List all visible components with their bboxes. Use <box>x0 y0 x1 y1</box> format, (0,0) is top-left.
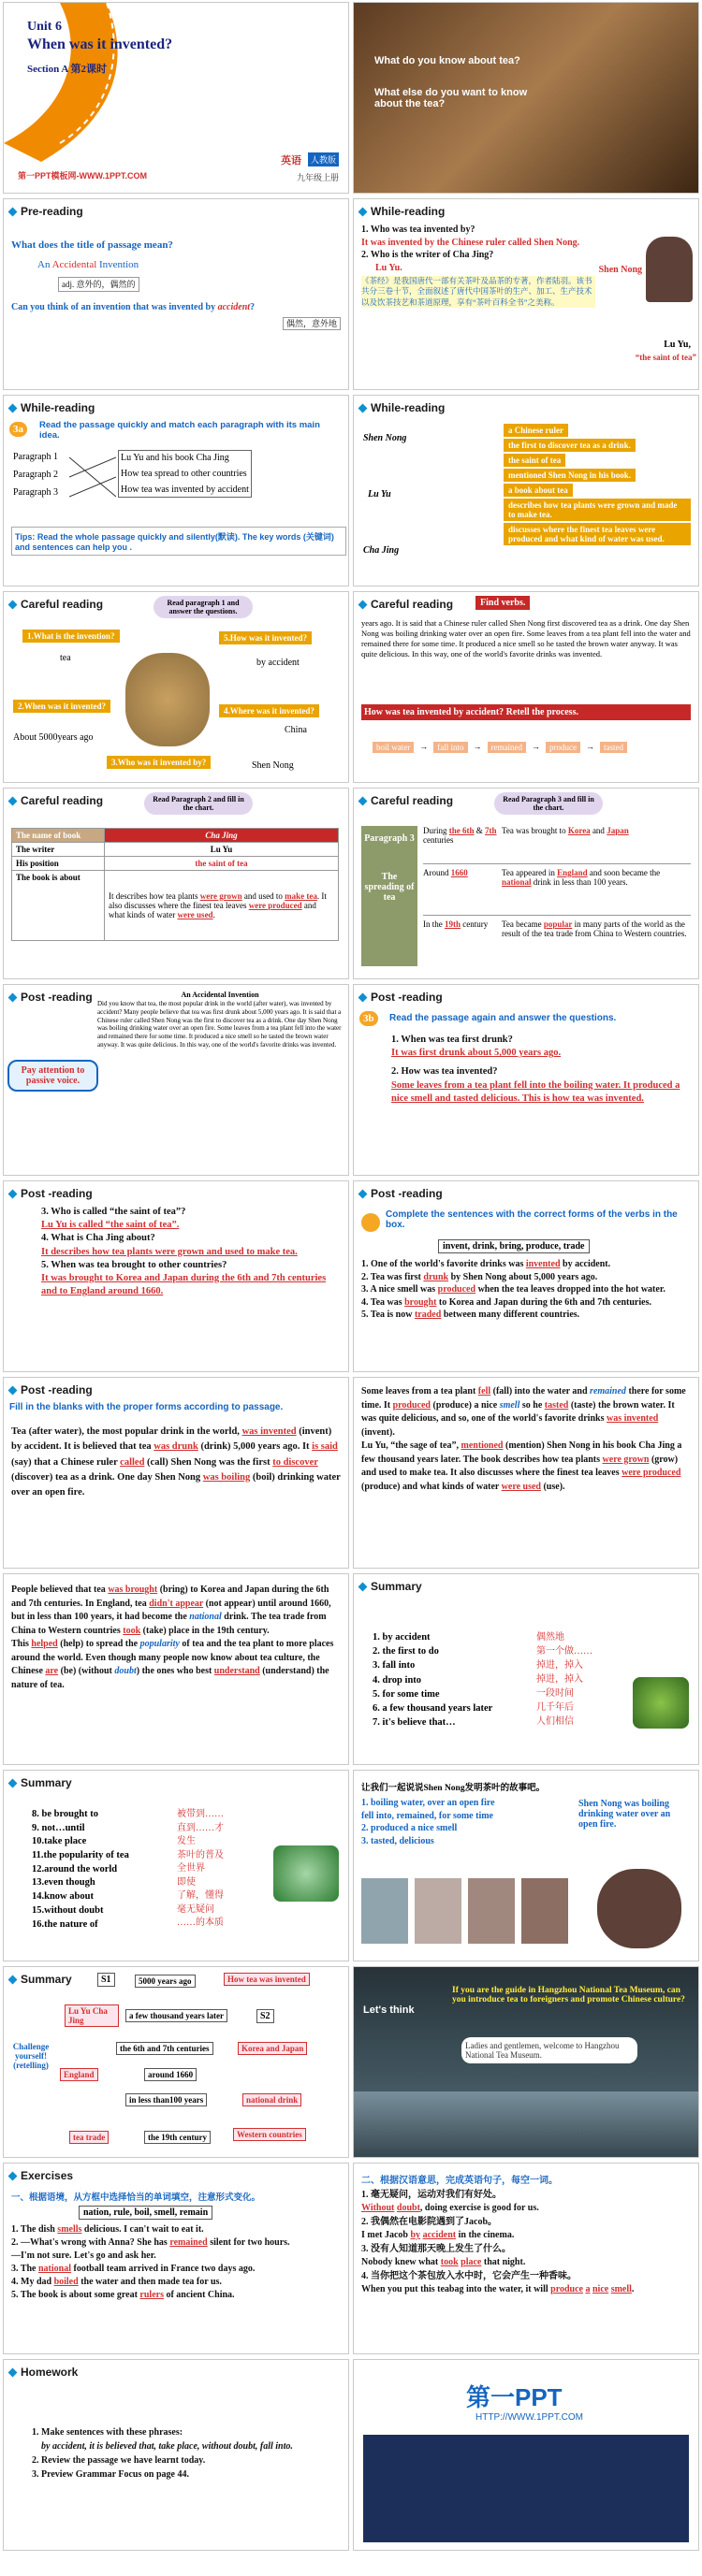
retell-question: How was tea invented by accident? Retell the process. <box>361 704 691 720</box>
q3: 3.Who was it invented by? <box>107 756 211 769</box>
slide-title: Summary <box>9 1973 72 1986</box>
instruction: 一、根据语境，从方框中选择恰当的单词填空，注意形式变化。 <box>11 2193 261 2203</box>
bullet-icon <box>8 208 18 217</box>
slide-4-while-reading: While-reading 1. Who was tea invented by? It was invented by the Chinese ruler called Shen Nong. 2. Who is the writer of Cha Jing? Lu Yu. 《茶经》是我国唐代一部有关茶叶及品茶的专著，作者陆羽。该书共分三卷十节，全面叙述了唐代中国茶叶的生产、加工、生产技术以及饮茶技艺和茶道原理，享有“茶叶百科全书”之美称。 Shen Nong Lu Yu, “the saint of tea” <box>353 198 699 390</box>
slide-19-summary <box>3 1770 349 1961</box>
slide-title: Post -reading <box>9 1383 93 1397</box>
book-chart: The name of book Cha Jing The writer Lu Yu His position the saint of tea The book is about It describes how tea plants were grown and used to make tea. It also discusses where the finest tea leaves were produced and what kinds of water were used. <box>11 828 339 941</box>
slide-14-verbs: Post -reading Complete the sentences with the correct forms of the verbs in the box. invent, drink, bring, produce, trade 1. One of the world's favorite drinks was invented by accident. 2. Tea was first drunk by Shen Nong about 5,000 years ago. 3. A nice smell was produced when the tea leaves dropped into the hot water. 4. Tea was brought to Korea and Japan during the 6th and 7th centuries. 5. Tea is now traded between many different countries. <box>353 1180 699 1372</box>
definition-2: 偶然，意外地 <box>283 317 341 330</box>
challenge-label: Challenge yourself! (retelling) <box>12 2042 50 2070</box>
a2: About 5000years ago <box>13 732 94 743</box>
ppt-logo: 第一PPT <box>466 2383 563 2411</box>
slide-title: Post -reading <box>359 1187 443 1200</box>
passage-box: An Accidental Invention Did you know that tea, the most popular drink in the world (after water), was invented by accident? Many people believe that tea was first drunk about 5,000 years ago. It is said that a Chinese ruler called Shen Nong was the first to discover tea as a drink. One day Shen Nong was boiling drinking water over an open fire. Some leaves from a tea plant fell into the water and remained there for some time. It produced a nice smell so he tasted the brown water anyway. It was quite delicious. In this way, one of the world's favorite drinks was invented. <box>97 991 342 1049</box>
bullet-icon <box>358 601 368 610</box>
name-cha-jing: Cha Jing <box>363 545 400 556</box>
tips: Tips: Read the whole passage quickly and silently(默读). The key words (关键词) and sentences can help you . <box>11 527 346 556</box>
slide-title: Post -reading <box>9 991 93 1004</box>
name-shen-nong: Shen Nong <box>363 433 407 443</box>
slide-title: Summary <box>359 1580 422 1593</box>
brand-text: 第一PPT模板网-WWW.1PPT.COM <box>18 171 147 181</box>
translation-list: 偶然地 第一个做…… 掉进，掉入 掉进，掉入 一段时间 几千年后 人们相信 <box>536 1632 592 1727</box>
lesson-title: When was it invented? <box>27 36 173 52</box>
grade-label: 九年级上册 <box>296 173 339 182</box>
slide-title: Careful reading <box>9 794 103 807</box>
slide-11-passage <box>3 984 349 1176</box>
slide-9-chart-para2 <box>3 788 349 979</box>
slide-6-match-info <box>353 395 699 586</box>
process-steps: boil water → fall into → remained → produce → tasted <box>373 742 627 753</box>
bullet-icon <box>8 1190 18 1199</box>
instruction: Complete the sentences with the correct forms of the verbs in the box. <box>386 1209 678 1230</box>
slide-title: Post -reading <box>359 991 443 1004</box>
slide-12-answer: Post -reading 3b Read the passage again and answer the questions. 1. When was tea first drunk? It was first drunk about 5,000 years ago. 2. How was tea invented? Some leaves from a tea plant fell into the boiling water. It produced a nice smell and tasted delicious. This is how tea was invented. <box>353 984 699 1176</box>
name-lu-yu: Lu Yu <box>368 489 391 499</box>
saint-label: “the saint of tea” <box>635 353 696 362</box>
bullet-icon <box>8 1975 18 1985</box>
bullet-icon <box>8 404 18 413</box>
cha-jing-note: 《茶经》是我国唐代一部有关茶叶及品茶的专著，作者陆羽。该书共分三卷十节，全面叙述了唐代中国茶叶的生产、加工、生产技术以及饮茶技艺和茶道原理，享有“茶叶百科全书”之美称。 <box>361 276 595 308</box>
slide-title: While-reading <box>359 401 445 414</box>
slide-title: Careful reading <box>359 598 453 611</box>
museum-photo <box>354 2091 698 2157</box>
slide-10-chart-para3 <box>353 788 699 979</box>
bullet-icon <box>358 993 368 1003</box>
subject-label: 英语 <box>281 155 301 166</box>
slide-23-exercises: Exercises 一、根据语境，从方框中选择恰当的单词填空，注意形式变化。 nation, rule, boil, smell, remain 1. The dish smells delicious. I can't wait to eat it. 2. —What's wrong with Anna? She has remained silent for two hours. —I'm not sure. Let's go and ask her. 3. The national football team arrived in France two days ago. 4. My dad boiled the water and then made tea for us. 5. The book is about some great rulers of ancient China. <box>3 2163 349 2354</box>
bullet-icon <box>358 208 368 217</box>
a4: China <box>285 725 307 735</box>
link-panel <box>363 2435 689 2542</box>
slide-title: Summary <box>9 1776 72 1789</box>
slide-24-translate: 二、根据汉语意思，完成英语句子，每空一词。 1. 毫无疑问，运动对我们有好处。 Without doubt, doing exercise is good for us. 2. 我偶然在电影院遇到了Jacob。 I met Jacob by accident in the cinema. 3. 没有人知道那天晚上发生了什么。 Nobody knew what took place that night. 4. 当你把这个茶包放入水中时，它会产生一种香味。 When you put this teabag into the water, it will produce a nice smell. <box>353 2163 699 2354</box>
tea-image <box>633 1677 689 1729</box>
word-box: invent, drink, bring, produce, trade <box>438 1239 590 1253</box>
slide-15-fill-blanks: Post -reading Fill in the blanks with the proper forms according to passage. Tea (after water), the most popular drink in the world, was invented (invent) by accident. It is believed that tea was drunk (drink) 5,000 years ago. It is said (say) that a Chinese ruler called (call) Shen Nong was the first to discover (discover) tea as a drink. One day Shen Nong was boiling (boil) drinking water over an open fire. <box>3 1377 349 1569</box>
translation-list: 被带到…… 直到……才 发生 茶叶的普及 全世界 即使 了解，懂得 毫无疑问 ……的本质 <box>177 1809 224 1928</box>
spread-label: Paragraph 3 The spreading of tea <box>361 826 417 966</box>
question: What does the title of passage mean? <box>11 239 173 251</box>
bullet-icon <box>8 1386 18 1396</box>
slide-18-summary <box>353 1573 699 1765</box>
pencil-icon <box>361 1213 380 1232</box>
passive-voice-note: Pay attention to passive voice. <box>7 1060 98 1092</box>
a5: by accident <box>256 658 300 668</box>
q4: 4.Where was it invented? <box>219 704 319 717</box>
bullet-icon <box>8 797 18 806</box>
slide-1-cover <box>3 2 349 194</box>
publisher-badge: 人教版 <box>308 152 339 166</box>
slide-5-match <box>3 395 349 586</box>
lu-yu-label: Lu Yu, <box>664 340 691 350</box>
word-box: nation, rule, boil, smell, remain <box>79 2206 212 2220</box>
portrait-image <box>646 237 693 302</box>
prompt: If you are the guide in Hangzhou National Tea Museum, can you introduce tea to foreigners and promote Chinese culture? <box>452 1986 685 2004</box>
bubble: Read paragraph 1 and answer the questions. <box>154 596 253 618</box>
bullet-icon <box>358 1583 368 1592</box>
find-verbs-button: Find verbs. <box>475 596 530 610</box>
speech-bubble: Ladies and gentlemen, welcome to Hangzhou National Tea Museum. <box>461 2037 637 2063</box>
slide-title: While-reading <box>359 205 445 218</box>
phrase-list: 8. be brought to 9. not…until 10.take place 11.the popularity of tea 12.around the world 13.even though 14.know about 15.without doubt 16.the nature of <box>32 1809 129 1930</box>
picture-2 <box>415 1878 461 1944</box>
retell-instruction: 让我们一起说说Shen Nong发明茶叶的故事吧。 <box>361 1784 546 1793</box>
section-label: Section A 第2课时 <box>27 64 107 75</box>
retell-example: Shen Nong was boiling drinking water over an open fire. <box>578 1799 671 1830</box>
slide-title: Careful reading <box>359 794 453 807</box>
slide-title: Pre-reading <box>9 205 83 218</box>
picture-4 <box>521 1878 568 1944</box>
slide-20-retell: 让我们一起说说Shen Nong发明茶叶的故事吧。 1. boiling water, over an open fire fell into, remained, for some time 2. produced a nice smell 3. tasted, delicious Shen Nong was boiling drinking water over an open fire. <box>353 1770 699 1961</box>
slide-21-retelling-map: Summary Challenge yourself! (retelling) S1 5000 years ago How tea was invented Lu Yu Cha Jing a few thousand years later S2 the 6th and 7th centuries Korea and Japan England around 1660 in less than100 years national drink tea trade the 19th century Western countries <box>3 1966 349 2158</box>
match-lines <box>69 452 116 508</box>
main-idea-list: Lu Yu and his book Cha Jing How tea spread to other countries How tea was invented by accident <box>118 450 252 498</box>
lets-think-label: Let's think <box>363 2004 415 2016</box>
slide-17-fill-blanks-3: People believed that tea was brought (bring) to Korea and Japan during the 6th and 7th centuries. In England, tea didn't appear (not appear) until around 1660, but in less than 100 years, it had become the national drink. The tea trade from China to Western countries took (take) place in the 19th century. This helped (help) to spread the popularity of tea and the tea plant to more places around the world. Even though many people now know about tea culture, the Chinese are (be) (without doubt) the ones who best understand (understand) the nature of tea. <box>3 1573 349 1765</box>
bullet-icon <box>358 404 368 413</box>
shen-nong-figure <box>597 1869 681 1948</box>
intro-question-2: What else do you want to know about the tea? <box>374 87 528 109</box>
slide-26-brand <box>353 2359 699 2551</box>
bullet-icon <box>8 2172 18 2181</box>
slide-22-lets-think <box>353 1966 699 2158</box>
slide-2-intro <box>353 2 699 194</box>
spread-rows: During the 6th & 7th centuries Tea was brought to Korea and Japan Around 1660 Tea appeared in England and soon became the national drink in less than 100 years. In the 19th century Tea became popular in many parts of the world as the result of the tea trade from China to Western countries. <box>423 826 691 938</box>
bubble: Read Paragraph 2 and fill in the chart. <box>144 792 253 815</box>
intro-question-1: What do you know about tea? <box>374 55 520 66</box>
bullet-icon <box>358 1190 368 1199</box>
instruction: Read the passage quickly and match each paragraph with its main idea. <box>39 420 320 441</box>
task-tag: 3a <box>9 422 27 437</box>
unit-label: Unit 6 <box>27 20 62 34</box>
task-tag: 3b <box>359 1011 378 1026</box>
q2: 2.When was it invented? <box>13 700 110 713</box>
q1: 1.What is the invention? <box>22 630 120 643</box>
instruction: Fill in the blanks with the proper forms according to passage. <box>9 1402 284 1412</box>
bullet-icon <box>8 601 18 610</box>
bullet-icon <box>8 993 18 1003</box>
question-2: Can you think of an invention that was invented by accident? <box>11 301 256 312</box>
picture-3 <box>468 1878 515 1944</box>
paragraph-list: Paragraph 1 Paragraph 2 Paragraph 3 <box>13 452 59 498</box>
ppt-url: HTTP://WWW.1PPT.COM <box>475 2412 583 2423</box>
slide-title: Homework <box>9 2366 78 2379</box>
phrase-list: 1. by accident 2. the first to do 3. fall into 4. drop into 5. for some time 6. a few thousand years later 7. it's believe that… <box>373 1632 493 1729</box>
shen-nong-label: Shen Nong <box>598 265 642 275</box>
info-boxes: a Chinese ruler the first to discover tea as a drink. the saint of tea mentioned Shen Nong in his book. a book about tea describes how tea plants were grown and made to make tea. discusses where the finest tea leaves were produced and what kind of water was used. <box>504 424 691 545</box>
q5: 5.How was it invented? <box>219 631 312 644</box>
slide-13-answers: Post -reading 3. Who is called “the saint of tea”? Lu Yu is called “the saint of tea”. 4. What is Cha Jing about? It describes how tea plants were grown and used to make tea. 5. When was tea brought to other countries? It was brought to Korea and Japan during the 6th and 7th centuries and to England around 1660. <box>3 1180 349 1372</box>
s1-label: S1 <box>97 1973 115 1987</box>
ruler-illustration <box>125 653 210 746</box>
slide-title: Exercises <box>9 2169 73 2182</box>
bubble: Read Paragraph 3 and fill in the chart. <box>494 792 603 815</box>
picture-1 <box>361 1878 408 1944</box>
bullet-icon <box>8 1779 18 1788</box>
slide-title: Careful reading <box>9 598 103 611</box>
passage-excerpt: years ago. It is said that a Chinese ruler called Shen Nong first discovered tea as a drink. One day Shen Nong was boiling drinking water over an open fire. Some leaves from a tea plant fell into the water and remained there for some time. It produced a nice smell so he tasted the brown water anyway. It was quite delicious. In this way, one of the world's favorite drinks was invented. <box>361 618 691 659</box>
instruction: Read the passage again and answer the questions. <box>389 1013 617 1023</box>
definition: adj. 意外的，偶然的 <box>58 277 139 292</box>
slide-7-careful-reading <box>3 591 349 783</box>
a1: tea <box>60 653 71 663</box>
bullet-icon <box>8 2368 18 2378</box>
slide-16-fill-blanks-cont: Some leaves from a tea plant fell (fall) into the water and remained there for some time. It produced (produce) a nice smell so he tasted (taste) the brown water. It was quite delicious, and so, one of the world's favorite drinks was invented (invent). Lu Yu, “the sage of tea”, mentioned (mention) Shen Nong in his book Cha Jing a few thousand years later. The book describes how tea plants were grown (grow) and used to make tea. It also discusses where the finest tea leaves were produced (produce) and what kinds of water were used (use). <box>353 1377 699 1569</box>
a3: Shen Nong <box>252 760 294 771</box>
tea-image <box>273 1845 339 1902</box>
slide-3-pre-reading: Pre-reading What does the title of passage mean? An Accidental Invention adj. 意外的，偶然的 Can you think of an invention that was invented by accident? 偶然，意外地 <box>3 198 349 390</box>
slide-title: While-reading <box>9 401 95 414</box>
bullet-icon <box>358 797 368 806</box>
slide-8-find-verbs <box>353 591 699 783</box>
slide-25-homework: Homework 1. Make sentences with these phrases: by accident, it is believed that, take place, without doubt, fall into. 2. Review the passage we have learnt today. 3. Preview Grammar Focus on page 44. <box>3 2359 349 2551</box>
slide-title: Post -reading <box>9 1187 93 1200</box>
